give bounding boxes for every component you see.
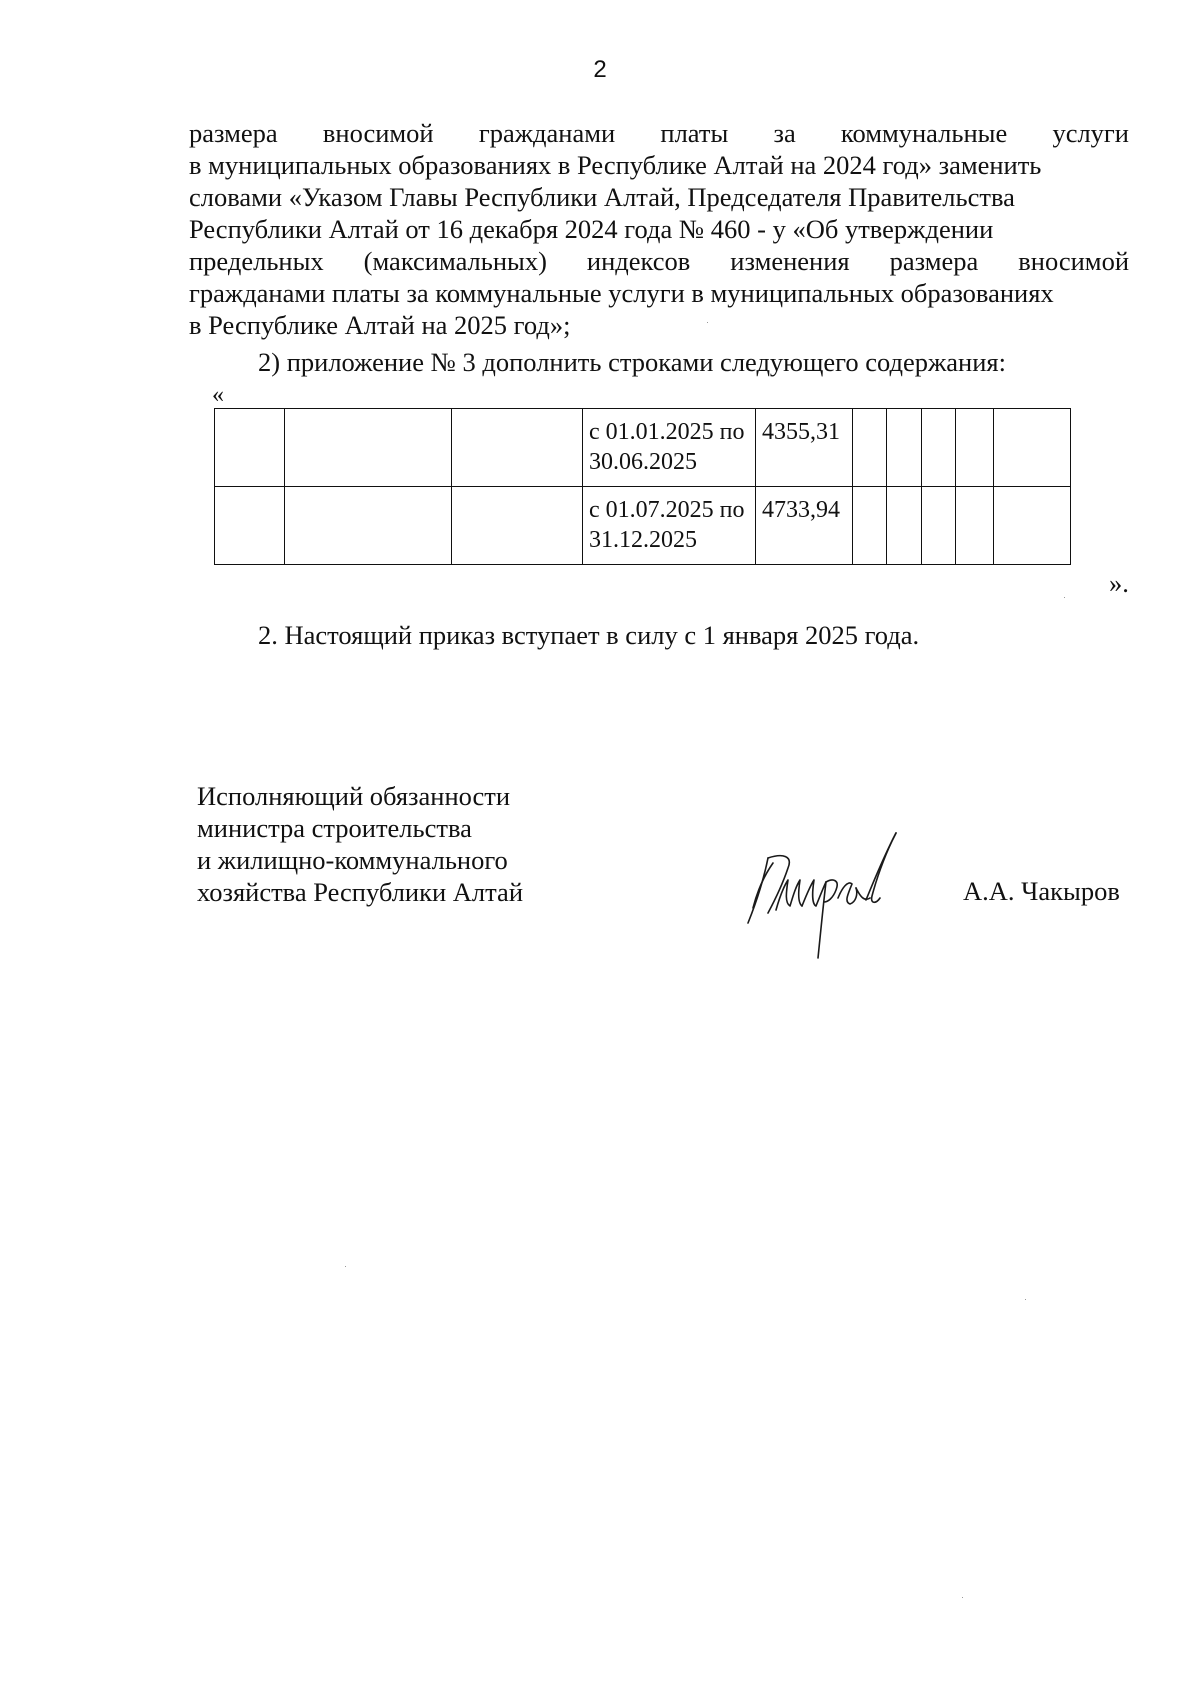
signatory-title: [197, 780, 523, 908]
signatory-title-line: хозяйства Республики Алтай: [197, 877, 523, 907]
handwritten-signature: [738, 818, 938, 968]
item-2-text: 2) приложение № 3 дополнить строками следующего содержания:: [258, 347, 1006, 377]
period-start: с 01.07.2025 по: [589, 497, 745, 523]
table-cell: [853, 409, 887, 487]
paragraph-line: гражданами платы за коммунальные услуги в муниципальных образованиях: [189, 278, 1054, 308]
scan-speck: [1064, 597, 1065, 598]
tariff-value: 4733,94: [762, 497, 840, 523]
scan-speck: [707, 322, 708, 323]
paragraph-line: в Республике Алтай на 2025 год»;: [189, 310, 571, 340]
table-cell: [922, 409, 956, 487]
scan-speck: [962, 1597, 963, 1598]
table-cell: [922, 487, 956, 565]
value-cell: [756, 409, 853, 487]
period-start: с 01.01.2025 по: [589, 419, 745, 445]
signatory-title-line: и жилищно-коммунального: [197, 845, 508, 875]
signer-name: А.А. Чакыров: [963, 876, 1120, 906]
signatory-title-line: Исполняющий обязанности: [197, 781, 511, 811]
appendix-table: [214, 408, 1071, 565]
table-row: [215, 487, 1071, 565]
tariff-value: 4355,31: [762, 419, 840, 445]
scan-speck: [1025, 1299, 1026, 1300]
period-end: 30.06.2025: [589, 449, 697, 475]
signatory-title-line: министра строительства: [197, 813, 472, 843]
table-cell: [215, 409, 285, 487]
period-cell: [583, 409, 756, 487]
table-cell: [994, 487, 1071, 565]
table-cell: [285, 409, 452, 487]
clause-2-text: 2. Настоящий приказ вступает в силу с 1 января 2025 года.: [258, 620, 920, 650]
period-end: 31.12.2025: [589, 527, 697, 553]
table-row: [215, 409, 1071, 487]
table-cell: [994, 409, 1071, 487]
table-cell: [452, 487, 583, 565]
table-cell: [956, 409, 994, 487]
opening-quote: «: [212, 382, 224, 408]
table-cell: [887, 487, 922, 565]
paragraph-line: Республики Алтай от 16 декабря 2024 года № 460 - у «Об утверждении: [189, 214, 994, 244]
period-cell: [583, 487, 756, 565]
table-cell: [887, 409, 922, 487]
paragraph-line: размера вносимой гражданами платы за коммунальные услуги: [189, 118, 1129, 148]
page-number: 2: [593, 56, 607, 83]
paragraph-line: словами «Указом Главы Республики Алтай, Председателя Правительства: [189, 182, 1015, 212]
table-cell: [285, 487, 452, 565]
paragraph-line: в муниципальных образованиях в Республике Алтай на 2024 год» заменить: [189, 150, 1042, 180]
table-cell: [853, 487, 887, 565]
paragraph-continuation: [189, 117, 1129, 341]
scan-speck: [345, 1266, 346, 1267]
closing-quote: ».: [1109, 568, 1129, 598]
value-cell: [756, 487, 853, 565]
table-cell: [215, 487, 285, 565]
table-cell: [956, 487, 994, 565]
table-cell: [452, 409, 583, 487]
paragraph-line: предельных (максимальных) индексов изменения размера вносимой: [189, 246, 1129, 276]
